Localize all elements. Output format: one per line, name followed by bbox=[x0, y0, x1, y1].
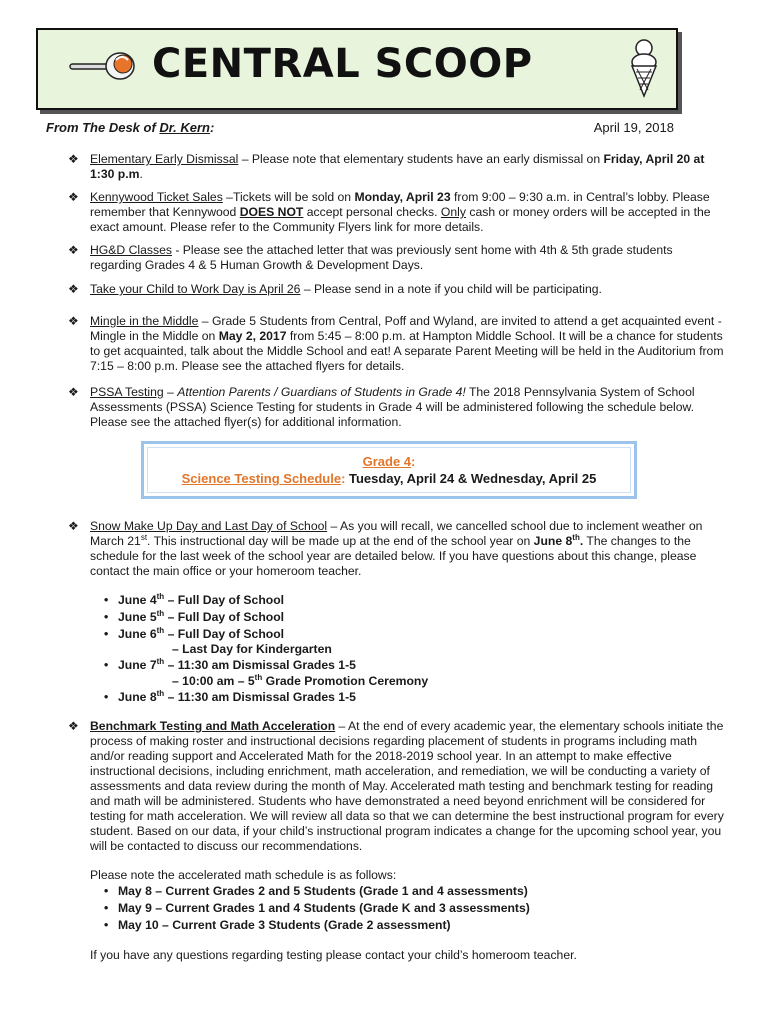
math-row: • May 9 – Current Grades 1 and 4 Students (Grade K and 3 assessments) bbox=[104, 901, 530, 915]
closing-note: If you have any questions regarding testing please contact your child’s homeroom teacher. bbox=[90, 948, 577, 962]
author-name: Dr. Kern bbox=[159, 120, 210, 135]
diamond-bullet-icon: ❖ bbox=[68, 152, 79, 166]
schedule-row: • June 7th – 11:30 am Dismissal Grades 1-5 bbox=[104, 656, 356, 672]
ice-cream-cone-icon bbox=[624, 38, 664, 100]
ice-cream-scoop-icon bbox=[68, 46, 138, 86]
math-row: • May 10 – Current Grade 3 Students (Grade 2 assessment) bbox=[104, 918, 451, 932]
diamond-bullet-icon: ❖ bbox=[68, 519, 79, 533]
newsletter-banner bbox=[36, 28, 678, 110]
testing-schedule-box: Grade 4: Science Testing Schedule: Tuesday, April 24 & Wednesday, April 25 bbox=[141, 441, 637, 499]
diamond-bullet-icon: ❖ bbox=[68, 190, 79, 204]
diamond-bullet-icon: ❖ bbox=[68, 719, 79, 733]
math-schedule-intro: Please note the accelerated math schedule is as follows: bbox=[90, 868, 397, 882]
schedule-row: • June 6th – Full Day of School bbox=[104, 625, 285, 641]
letter-date: April 19, 2018 bbox=[593, 120, 674, 135]
schedule-dates: Tuesday, April 24 & Wednesday, April 25 bbox=[345, 471, 597, 486]
schedule-subrow: – 10:00 am – 5th Grade Promotion Ceremony bbox=[172, 672, 429, 688]
math-row: • May 8 – Current Grades 2 and 5 Students (Grade 1 and 4 assessments) bbox=[104, 884, 528, 898]
grade-label: Grade 4 bbox=[362, 454, 412, 469]
diamond-bullet-icon: ❖ bbox=[68, 282, 79, 296]
schedule-subrow: – Last Day for Kindergarten bbox=[172, 642, 332, 656]
diamond-bullet-icon: ❖ bbox=[68, 385, 79, 399]
diamond-bullet-icon: ❖ bbox=[68, 314, 79, 328]
diamond-bullet-icon: ❖ bbox=[68, 243, 79, 257]
newsletter-title: CENTRAL SCOOP bbox=[152, 41, 533, 87]
letter-header bbox=[46, 120, 674, 136]
schedule-row: • June 8th – 11:30 am Dismissal Grades 1-5 bbox=[104, 688, 356, 704]
schedule-row: • June 5th – Full Day of School bbox=[104, 608, 285, 624]
schedule-label: Science Testing Schedule bbox=[181, 471, 342, 486]
from-line: From The Desk of Dr. Kern: bbox=[46, 120, 215, 135]
schedule-row: • June 4th – Full Day of School bbox=[104, 591, 285, 607]
